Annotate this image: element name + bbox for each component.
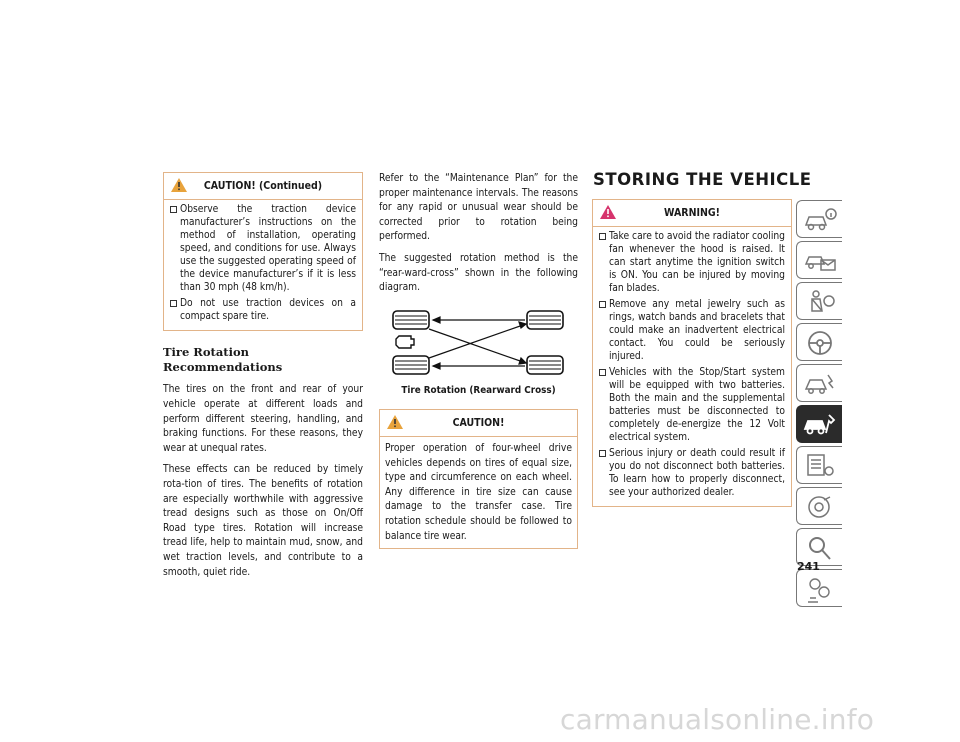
warning-box	[592, 199, 792, 507]
paragraph: Refer to the “Maintenance Plan” for the proper maintenance intervals. The reasons for any rapid or unusual wear should be corrected prior to rotation being performed.	[379, 173, 578, 243]
car-crash-icon	[802, 369, 838, 399]
tab-emergency[interactable]	[796, 364, 842, 402]
car-info-icon	[802, 205, 838, 235]
tire-front-left	[393, 311, 429, 329]
engine-icon	[396, 336, 414, 348]
warning-list	[593, 227, 791, 506]
warning-triangle-icon	[599, 204, 617, 220]
caution-triangle-icon	[386, 414, 404, 430]
steering-wheel-icon	[802, 328, 838, 358]
right-column	[592, 199, 792, 507]
magnifier-index-icon	[802, 533, 838, 563]
caution-continued-header	[164, 173, 362, 200]
tire-front-right	[527, 311, 563, 329]
list-item: Remove any metal jewelry such as rings, watch bands and bracelets that could make an inadvertent electrical contact. You could be seriously injured.	[599, 298, 785, 363]
figure-caption: Tire Rotation (Rearward Cross)	[401, 384, 556, 396]
tab-multimedia[interactable]	[796, 487, 842, 525]
tire-rear-right	[527, 356, 563, 374]
specifications-list-icon	[802, 451, 838, 481]
car-service-icon	[802, 410, 838, 440]
caution-triangle-icon	[170, 177, 188, 193]
tab-specifications[interactable]	[796, 446, 842, 484]
car-envelope-icon	[802, 246, 838, 276]
chapter-tabs	[796, 200, 844, 610]
caution-header	[380, 410, 577, 437]
tab-safety[interactable]	[796, 282, 842, 320]
warning-header	[593, 200, 791, 227]
page-number: 241	[797, 560, 820, 573]
footer-watermark: carmanualsonline.info	[560, 703, 875, 736]
tab-servicing-maintenance[interactable]	[796, 405, 842, 443]
multimedia-icon	[802, 492, 838, 522]
list-item: Vehicles with the Stop/Start system will be equipped with two batteries. Both the main and the supplemental batteries must be disconnected to completely de-energize the 12 Volt electrical system.	[599, 366, 785, 444]
caution-text: Proper operation of four-wheel drive vehicles depends on tires of equal size, type and circumference on each wheel. Any difference in tire size can cause damage to the transfer case. Tire rotation schedule should be followed to balance tire wear.	[385, 442, 572, 542]
tire-rotation-heading: Tire Rotation Recommendations	[163, 345, 283, 375]
seatbelt-airbag-icon	[802, 287, 838, 317]
tab-getting-started[interactable]	[796, 241, 842, 279]
caution-continued-box	[163, 172, 363, 331]
caution-title: CAUTION!	[452, 416, 505, 429]
paragraph: These effects can be reduced by timely rota-tion of tires. The benefits of rotation are especially worthwhile with aggressive tread designs such as those on On/Off Road type tires. Rotation will increase tread life, help to maintain mud, snow, and wet traction levels, and contribute to a smooth, quiet ride.	[163, 464, 363, 578]
tab-vehicle-info[interactable]	[796, 200, 842, 238]
languages-icon	[802, 574, 838, 604]
paragraph: The tires on the front and rear of your vehicle operate at different loads and perform different steering, handling, and braking functions. For these reasons, they wear at unequal rates.	[163, 384, 363, 454]
list-item: Serious injury or death could result if you do not disconnect both batteries. To learn how to properly disconnect, see your authorized dealer.	[599, 447, 785, 499]
paragraph: The suggested rotation method is the “rear-ward-cross” shown in the following diagram.	[379, 252, 578, 294]
rotation-arrows	[429, 317, 526, 369]
middle-column	[379, 172, 578, 549]
list-item: Take care to avoid the radiator cooling fan whenever the hood is raised. It can start anytime the ignition switch is ON. You can be injured by moving fan blades.	[599, 230, 785, 295]
caution-continued-list	[164, 200, 362, 330]
tire-rotation-diagram	[379, 303, 578, 381]
tab-languages[interactable]	[796, 569, 842, 607]
list-item: Do not use traction devices on a compact spare tire.	[170, 297, 356, 323]
left-column	[163, 172, 363, 587]
warning-title: WARNING!	[664, 207, 720, 219]
section-heading: STORING THE VEHICLE	[593, 170, 812, 189]
tab-driving[interactable]	[796, 323, 842, 361]
tire-rear-left	[393, 356, 429, 374]
caution-box	[379, 409, 578, 549]
caution-continued-title: CAUTION! (Continued)	[203, 180, 323, 192]
list-item: Observe the traction device manufacturer’s instructions on the method of installation, operating speed, and conditions for use. Always use the suggested operating speed of the device manufacturer’s if it is less than 30 mph (48 km/h).	[170, 203, 356, 294]
